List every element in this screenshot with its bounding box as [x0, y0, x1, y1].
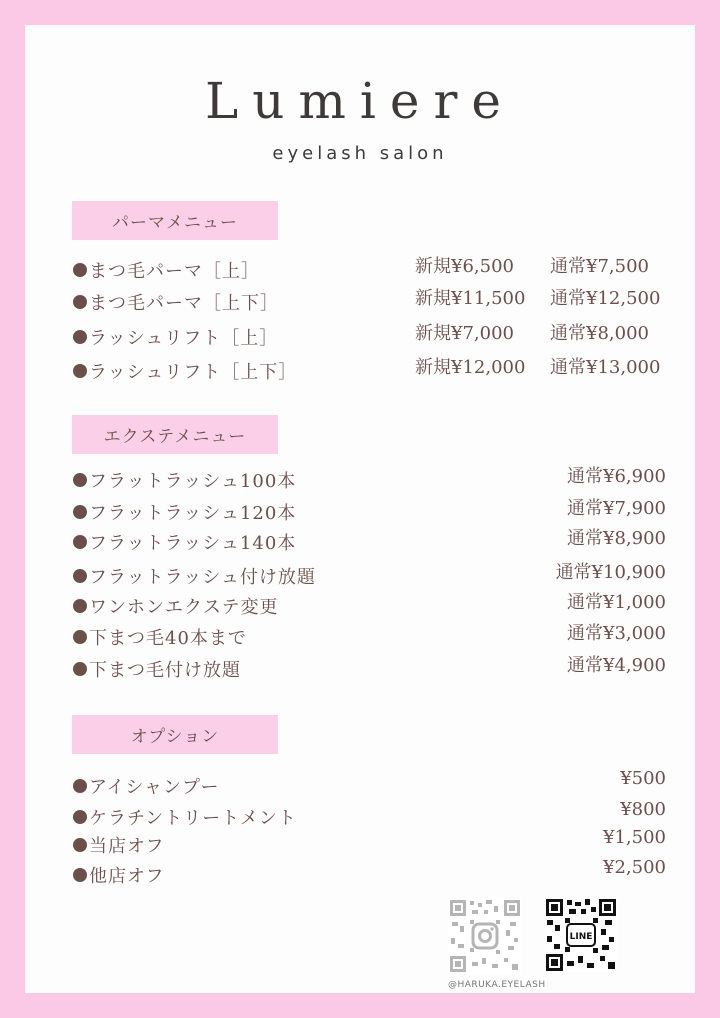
- menu-item-name: フラットラッシュ140本: [89, 533, 297, 554]
- bullet-icon: [73, 599, 87, 613]
- price: ¥800: [620, 799, 666, 820]
- brand-tagline: eyelash salon: [272, 143, 448, 164]
- regular-price: 通常¥13,000: [550, 357, 661, 378]
- price: 通常¥1,000: [567, 592, 666, 613]
- new-price: 新規¥12,000: [415, 357, 526, 378]
- menu-row: [72, 358, 672, 384]
- regular-price: 通常¥8,000: [550, 323, 649, 344]
- menu-item-name: ワンホンエクステ変更: [89, 597, 279, 618]
- price: 通常¥10,900: [555, 562, 666, 583]
- price: 通常¥7,900: [567, 498, 666, 519]
- menu-row: [72, 593, 672, 619]
- regular-price: 通常¥7,500: [550, 256, 649, 277]
- price: 通常¥8,900: [567, 528, 666, 549]
- new-price: 新規¥6,500: [415, 256, 514, 277]
- bullet-icon: [73, 535, 87, 549]
- bullet-icon: [73, 364, 87, 378]
- bullet-icon: [73, 505, 87, 519]
- section-header-perm: パーマメニュー: [72, 201, 278, 240]
- menu-row: [72, 827, 672, 858]
- new-price: 新規¥11,500: [415, 288, 526, 309]
- menu-row: [72, 289, 672, 315]
- section-header-options: オプション: [72, 715, 278, 754]
- menu-item-name: 下まつ毛40本まで: [89, 628, 247, 649]
- bullet-icon: [73, 779, 87, 793]
- menu-row: [72, 799, 672, 830]
- menu-item-name: フラットラッシュ付け放題: [89, 567, 316, 588]
- menu-row: [72, 857, 672, 888]
- section-header-extension: エクステメニュー: [72, 415, 278, 454]
- bullet-icon: [73, 868, 87, 882]
- price: 通常¥3,000: [567, 623, 666, 644]
- menu-row: [72, 656, 672, 682]
- instagram-qr-code[interactable]: [448, 898, 522, 974]
- bullet-icon: [73, 263, 87, 277]
- menu-row: [72, 768, 672, 799]
- menu-item-name: まつ毛パーマ［上下］: [89, 293, 279, 314]
- menu-row: [72, 499, 672, 525]
- bullet-icon: [73, 630, 87, 644]
- menu-item-name: アイシャンプー: [89, 777, 220, 798]
- bullet-icon: [73, 330, 87, 344]
- bullet-icon: [73, 295, 87, 309]
- menu-item-name: 他店オフ: [89, 866, 165, 887]
- menu-item-name: フラットラッシュ120本: [89, 503, 297, 524]
- price: 通常¥6,900: [567, 466, 666, 487]
- bullet-icon: [73, 838, 87, 852]
- menu-item-name: ケラチントリートメント: [89, 808, 297, 829]
- regular-price: 通常¥12,500: [550, 288, 661, 309]
- bullet-icon: [73, 569, 87, 583]
- brand-title: Lumiere: [205, 72, 515, 130]
- menu-item-name: 下まつ毛付け放題: [89, 660, 241, 681]
- instagram-handle: @HARUKA.EYELASH: [448, 980, 546, 990]
- price: 通常¥4,900: [567, 655, 666, 676]
- line-logo-text: LINE: [569, 932, 593, 942]
- menu-row: [72, 324, 672, 350]
- menu-row: [72, 257, 672, 283]
- bullet-icon: [73, 473, 87, 487]
- bullet-icon: [73, 662, 87, 676]
- menu-item-name: フラットラッシュ100本: [89, 471, 297, 492]
- menu-item-name: ラッシュリフト［上］: [89, 328, 279, 349]
- price: ¥1,500: [603, 827, 666, 848]
- menu-item-name: 当店オフ: [89, 836, 165, 857]
- new-price: 新規¥7,000: [415, 323, 514, 344]
- menu-item-name: ラッシュリフト［上下］: [89, 362, 298, 383]
- bullet-icon: [73, 810, 87, 824]
- price: ¥2,500: [603, 857, 666, 878]
- menu-row: [72, 624, 672, 650]
- price: ¥500: [620, 768, 666, 789]
- menu-item-name: まつ毛パーマ［上］: [89, 261, 260, 282]
- menu-row: [72, 467, 672, 493]
- menu-row: [72, 529, 672, 555]
- line-qr-code[interactable]: [545, 898, 617, 972]
- menu-row: [72, 563, 672, 589]
